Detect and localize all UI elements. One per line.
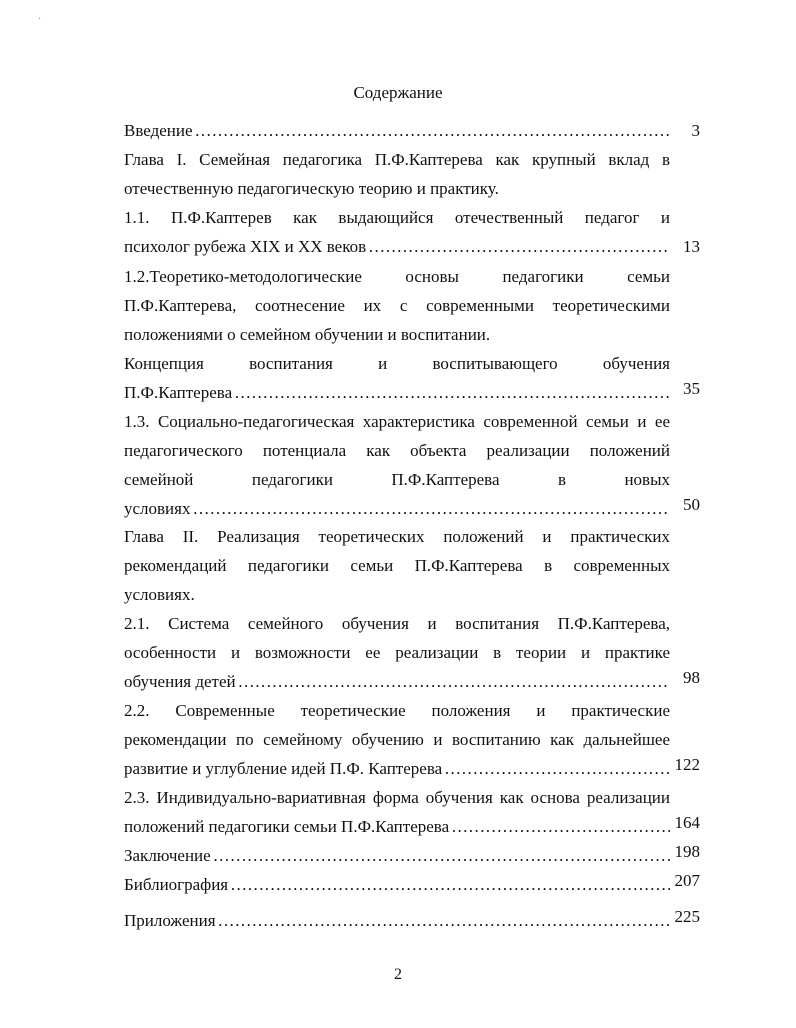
toc-chapter-1-line-2: отечественную педагогическую теорию и практику. [124,179,499,198]
toc-chapter-2-line-1: Глава II. Реализация теоретических положений и практических [124,527,670,546]
toc-page-intro: 3 [691,121,700,140]
toc-section-2-1-line-3: обучения детей …………………………………………………………………………………………………………………………… [124,670,670,694]
toc-entry-bibliography: Библиография …………………………………………………………………………………………………………………………… [124,873,670,897]
toc-entry-intro: Введение …………………………………………………………………………………………………………………………… [124,119,670,143]
toc-section-1-3-line-4: условиях …………………………………………………………………………………………………………………………… [124,497,670,521]
toc-section-2-1-line-2: особенности и возможности ее реализации в теории и практике [124,643,670,662]
toc-page-bibliography: 207 [674,871,700,890]
toc-page-2-1: 98 [683,668,700,687]
toc-chapter-2-line-2: рекомендаций педагогики семьи П.Ф.Каптерева в современных [124,556,670,575]
toc-entry-conclusion: Заключение …………………………………………………………………………………………………………………………… [124,844,670,868]
page-title: Содержание [353,83,443,102]
toc-section-1-2-line-1: 1.2.Теоретико-методологические основы педагогики семьи [124,267,670,286]
toc-page-2-3: 164 [674,813,700,832]
toc-page-concept: 35 [683,379,700,398]
scan-mark: · [38,14,42,25]
toc-page-2-2: 122 [674,755,700,774]
toc-section-2-1-line-1: 2.1. Система семейного обучения и воспитания П.Ф.Каптерева, [124,614,670,633]
toc-section-2-3-line-1: 2.3. Индивидуально-вариативная форма обучения как основа реализации [124,788,670,807]
toc-page-1-3: 50 [683,495,700,514]
toc-section-1-3-line-3: семейной педагогики П.Ф.Каптерева в новых [124,470,670,489]
toc-entry-appendices: Приложения …………………………………………………………………………………………………………………………… [124,909,670,933]
toc-section-1-3-line-1: 1.3. Социально-педагогическая характеристика современной семьи и ее [124,412,670,431]
toc-section-1-2-line-2: П.Ф.Каптерева, соотнесение их с современными теоретическими [124,296,670,315]
toc-section-2-2-line-1: 2.2. Современные теоретические положения и практические [124,701,670,720]
toc-section-2-3-line-2: положений педагогики семьи П.Ф.Каптерева …………………………………………………………………………………………………………………………… [124,815,670,839]
toc-page-conclusion: 198 [674,842,700,861]
toc-section-1-1-line-2: психолог рубежа XIX и XX веков …………………………………………………………………………………………………………………………… [124,235,670,259]
toc-section-1-3-line-2: педагогического потенциала как объекта реализации положений [124,441,670,460]
toc-section-2-2-line-2: рекомендации по семейному обучению и воспитанию как дальнейшее [124,730,670,749]
toc-page-appendices: 225 [674,907,700,926]
page-number: 2 [394,966,402,983]
toc-section-1-2-line-3: положениями о семейном обучении и воспитании. [124,325,491,344]
toc-chapter-2-line-3: условиях. [124,585,195,604]
toc-section-2-2-line-3: развитие и углубление идей П.Ф. Каптерева …………………………………………………………………………………………………………………………… [124,757,670,781]
toc-concept-line-2: П.Ф.Каптерева …………………………………………………………………………………………………………………………… [124,381,670,405]
toc-page-1-1: 13 [683,237,700,256]
toc-chapter-1-line-1: Глава I. Семейная педагогика П.Ф.Каптерева как крупный вклад в [124,150,670,169]
toc-concept-line-1: Концепция воспитания и воспитывающего обучения [124,354,670,373]
toc-section-1-1-line-1: 1.1. П.Ф.Каптерев как выдающийся отечественный педагог и [124,208,670,227]
